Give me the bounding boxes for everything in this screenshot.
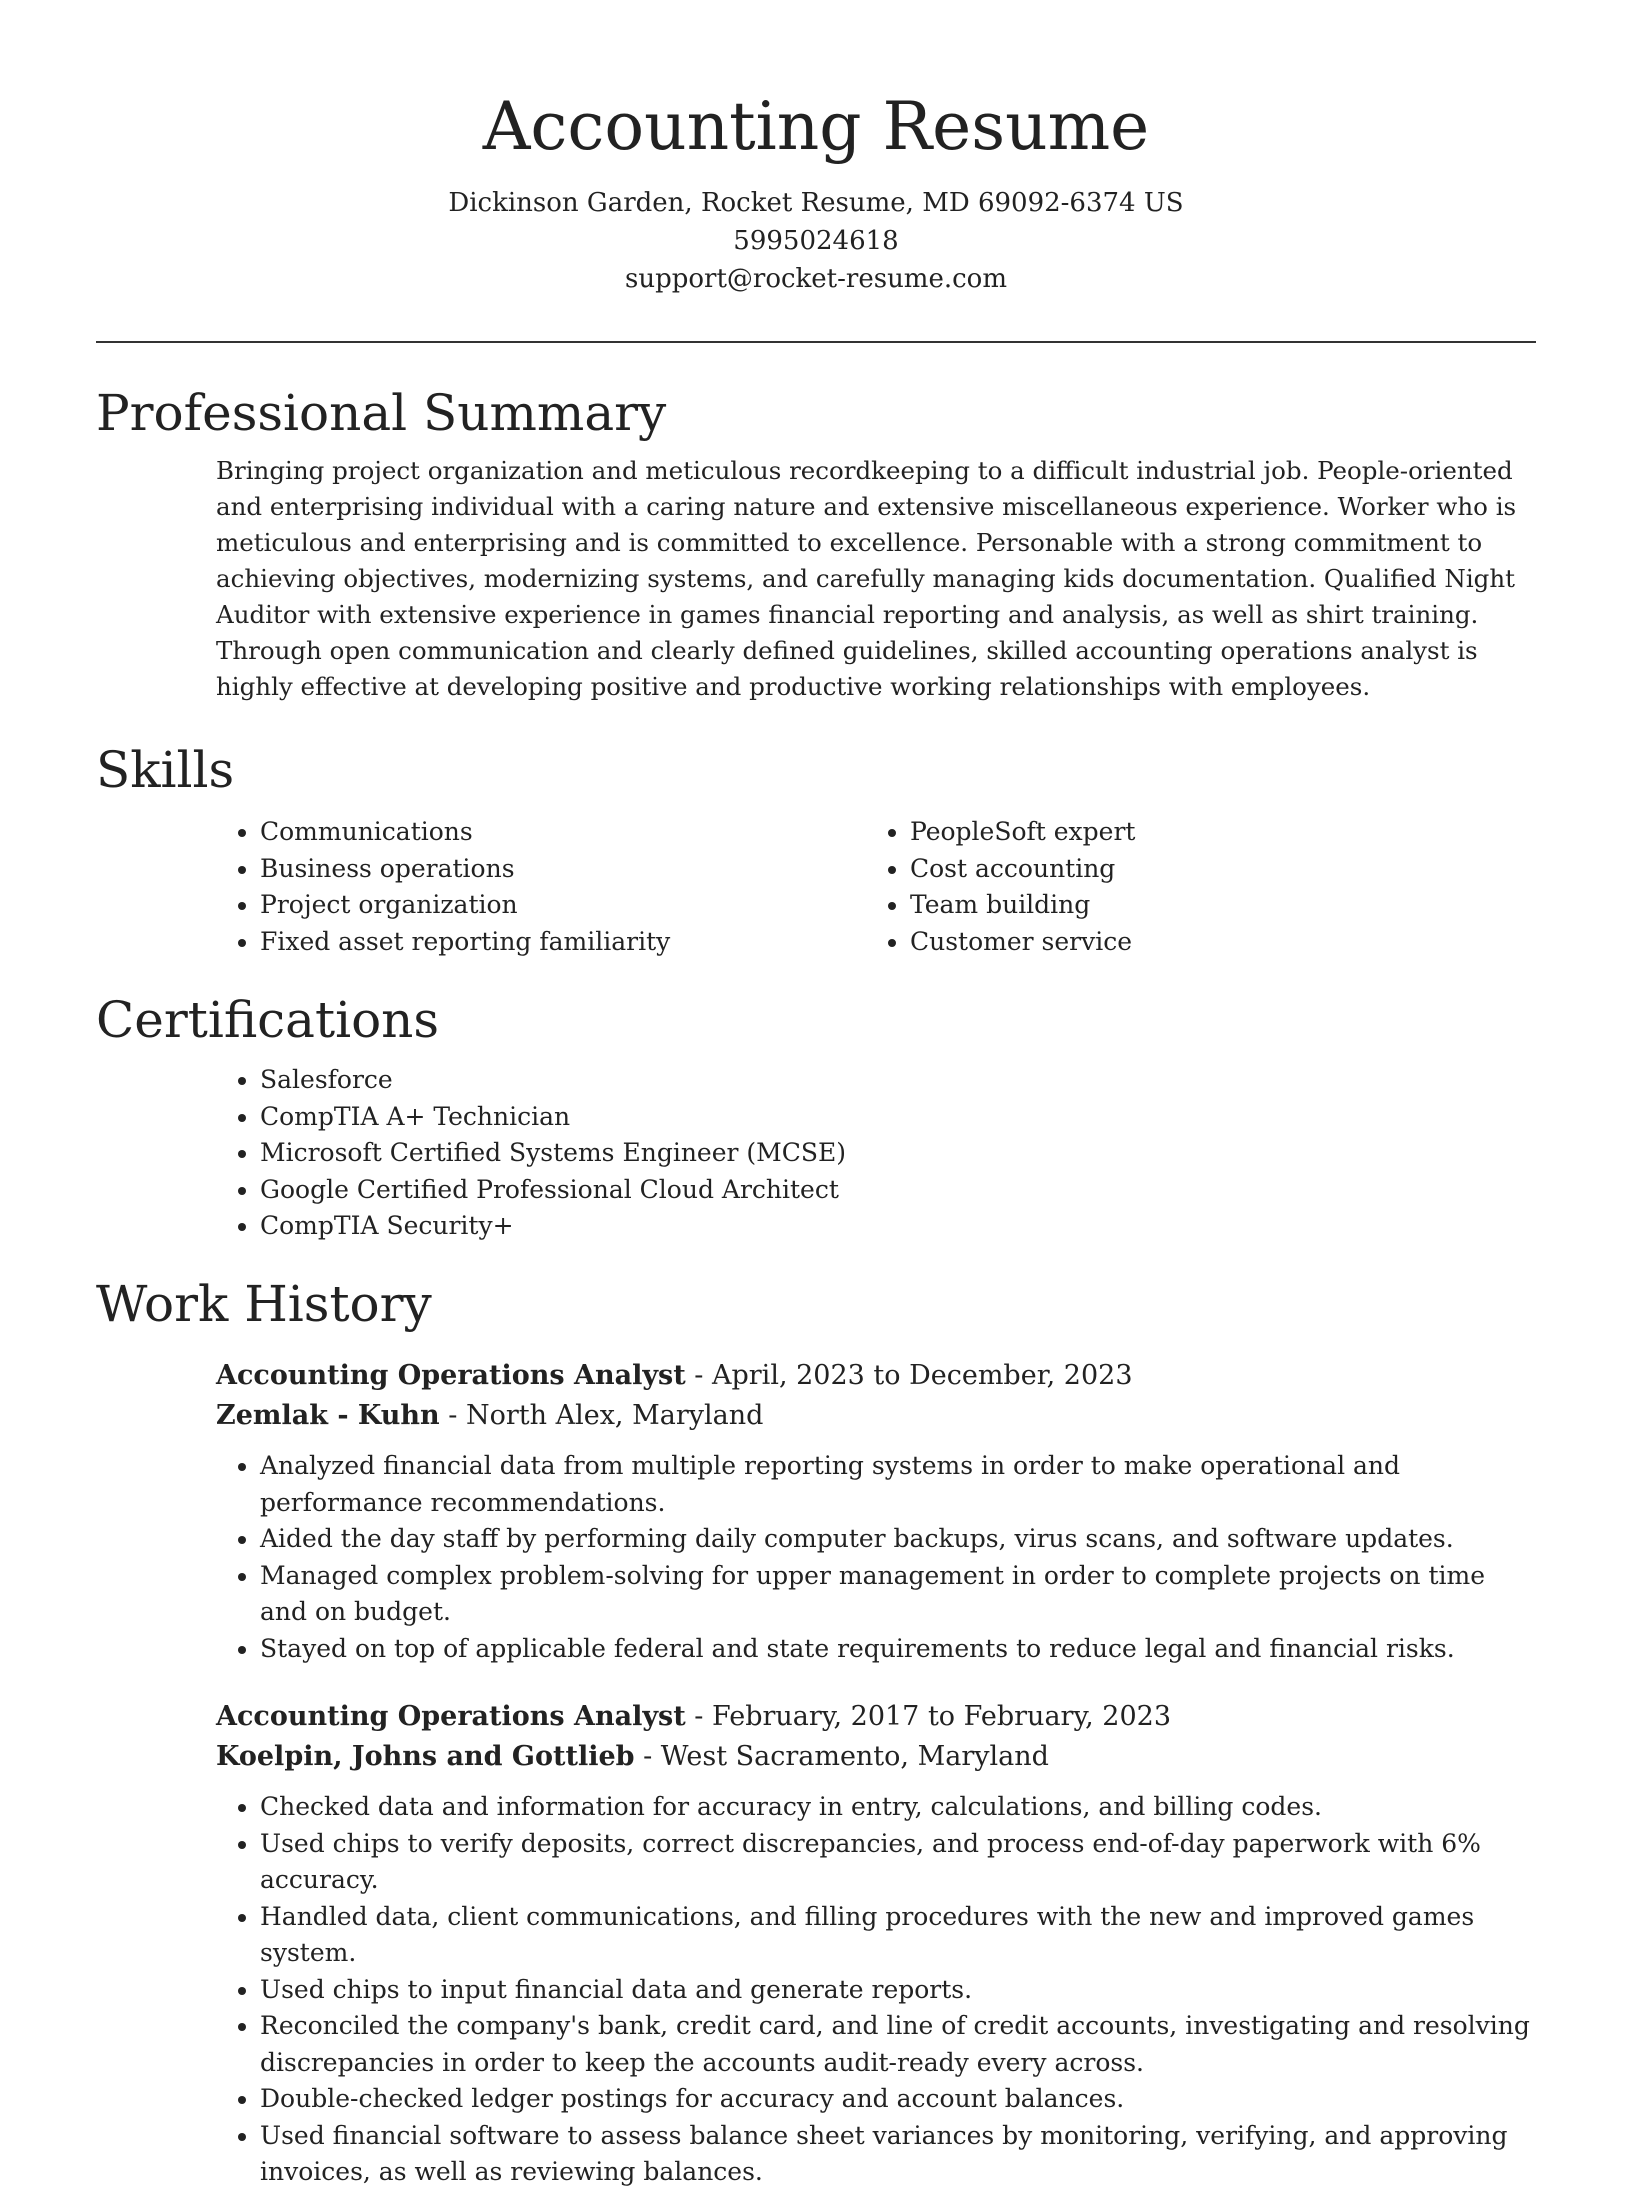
- header-divider: [96, 341, 1536, 343]
- job-title-line: [216, 1356, 1536, 1396]
- job-bullets: [216, 1789, 1536, 2191]
- skill-item: • Team building: [910, 887, 1516, 924]
- skill-item: • Communications: [260, 814, 866, 851]
- job-location: - North Alex, Maryland: [439, 1400, 764, 1431]
- job-bullet: • Analyzed financial data from multiple reporting systems in order to make operational and performance recommendations.: [260, 1448, 1536, 1521]
- work-history-section: [96, 1274, 1536, 2191]
- job-bullet: • Used financial software to assess balance sheet variances by monitoring, verifying, and approving invoices, as well as reviewing balances.: [260, 2118, 1536, 2191]
- job-company-line: [216, 1396, 1536, 1436]
- certifications-section: [96, 990, 1536, 1245]
- email-text: support@rocket-resume.com: [624, 264, 1007, 294]
- certifications-list: [216, 1062, 1536, 1245]
- skills-section: [96, 740, 1536, 960]
- job-entry: [216, 1697, 1536, 2191]
- job-company: Koelpin, Johns and Gottlieb: [216, 1741, 635, 1772]
- job-bullet: • Aided the day staff by performing daily computer backups, virus scans, and software updates.: [260, 1521, 1536, 1558]
- contact-info: [0, 184, 1632, 298]
- job-bullet: • Used chips to verify deposits, correct discrepancies, and process end-of-day paperwork with 6% accuracy.: [260, 1826, 1536, 1899]
- skills-column-left: [216, 814, 866, 960]
- job-bullet: • Checked data and information for accuracy in entry, calculations, and billing codes.: [260, 1789, 1536, 1826]
- skills-heading: Skills: [96, 741, 235, 799]
- job-role: Accounting Operations Analyst: [216, 1701, 686, 1732]
- certification-item: • CompTIA A+ Technician: [260, 1099, 1536, 1136]
- certification-item: • CompTIA Security+: [260, 1208, 1536, 1245]
- phone-text: 5995024618: [733, 226, 899, 256]
- skill-item: • Cost accounting: [910, 851, 1516, 888]
- address-text: Dickinson Garden, Rocket Resume, MD 69092-6374 US: [448, 188, 1184, 218]
- certifications-heading: Certifications: [96, 991, 440, 1049]
- skill-item: • Project organization: [260, 887, 866, 924]
- skill-item: • PeopleSoft expert: [910, 814, 1516, 851]
- summary-heading: Professional Summary: [96, 384, 667, 442]
- skills-column-right: [866, 814, 1516, 960]
- job-bullet: • Handled data, client communications, and filling procedures with the new and improved games system.: [260, 1899, 1536, 1972]
- job-company-line: [216, 1737, 1536, 1777]
- summary-text: Bringing project organization and meticulous recordkeeping to a difficult industrial job. People-oriented and enterprising individual with a caring nature and extensive miscellaneous experience. Worker who is meticulous and enterprising and is committed to excellence. Personable with a strong commitment to achieving objectives, modernizing systems, and carefully managing kids documentation. Qualified Night Auditor with extensive experience in games financial reporting and analysis, as well as shirt training. Through open communication and clearly defined guidelines, skilled accounting operations analyst is highly effective at developing positive and productive working relationships with employees.: [216, 456, 1517, 701]
- job-location: - West Sacramento, Maryland: [634, 1741, 1049, 1772]
- resume-header: [0, 0, 1632, 298]
- skill-item: • Fixed asset reporting familiarity: [260, 924, 866, 961]
- summary-section: [96, 383, 1536, 705]
- job-bullet: • Used chips to input financial data and generate reports.: [260, 1972, 1536, 2009]
- job-bullet: • Stayed on top of applicable federal and state requirements to reduce legal and financial risks.: [260, 1631, 1536, 1668]
- job-bullets: [216, 1448, 1536, 1667]
- page-title: Accounting Resume: [482, 88, 1150, 165]
- job-entry: [216, 1356, 1536, 1667]
- job-bullet: • Reconciled the company's bank, credit card, and line of credit accounts, investigating and resolving discrepancies in order to keep the accounts audit-ready every across.: [260, 2008, 1536, 2081]
- skill-item: • Customer service: [910, 924, 1516, 961]
- skill-item: • Business operations: [260, 851, 866, 888]
- skills-columns: [216, 814, 1536, 960]
- job-bullet: • Double-checked ledger postings for accuracy and account balances.: [260, 2081, 1536, 2118]
- certification-item: • Microsoft Certified Systems Engineer (MCSE): [260, 1135, 1536, 1172]
- job-title-line: [216, 1697, 1536, 1737]
- certification-item: • Salesforce: [260, 1062, 1536, 1099]
- certification-item: • Google Certified Professional Cloud Architect: [260, 1172, 1536, 1209]
- job-role: Accounting Operations Analyst: [216, 1360, 686, 1391]
- job-dates: - April, 2023 to December, 2023: [685, 1360, 1133, 1391]
- job-dates: - February, 2017 to February, 2023: [685, 1701, 1171, 1732]
- job-company: Zemlak - Kuhn: [216, 1400, 440, 1431]
- work-history-heading: Work History: [96, 1275, 432, 1333]
- job-bullet: • Managed complex problem-solving for upper management in order to complete projects on time and on budget.: [260, 1558, 1536, 1631]
